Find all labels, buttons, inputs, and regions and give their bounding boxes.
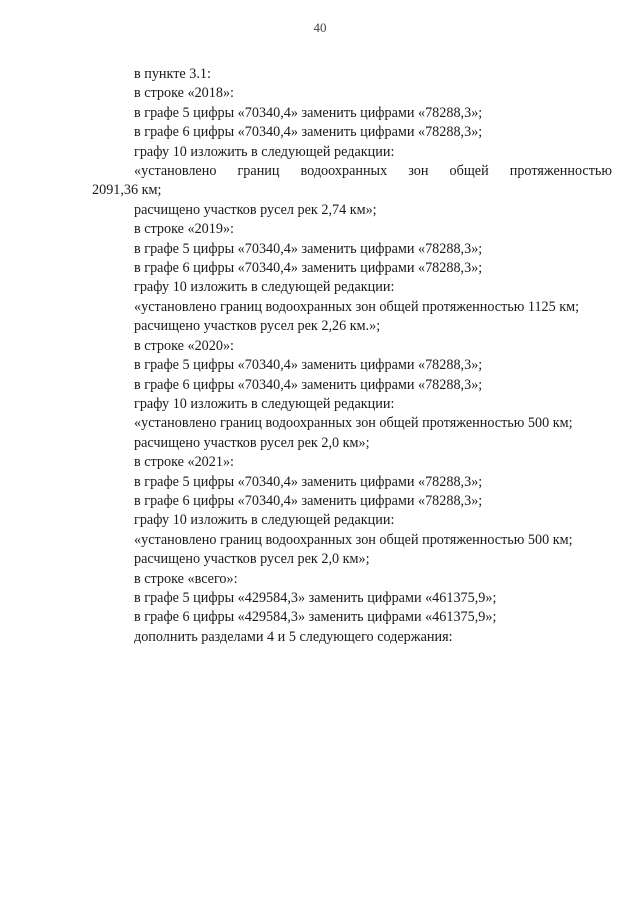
text-line: в строке «2019»: [134, 221, 234, 238]
text-line: расчищено участков русел рек 2,0 км»; [134, 434, 370, 451]
text-line: в графе 5 цифры «70340,4» заменить цифрами «78288,3»; [134, 357, 483, 374]
text-line: в графе 6 цифры «70340,4» заменить цифрами «78288,3»; [134, 376, 483, 393]
text-line: в строке «2021»: [134, 454, 234, 471]
text-line: «установлено границ водоохранных зон общей протяженностью [134, 163, 612, 180]
text-line: графу 10 изложить в следующей редакции: [134, 279, 395, 296]
text-line: в графе 6 цифры «70340,4» заменить цифрами «78288,3»; [134, 492, 483, 509]
text-line: в пункте 3.1: [134, 66, 211, 82]
text-line: в графе 5 цифры «70340,4» заменить цифрами «78288,3»; [134, 104, 483, 121]
text-line: графу 10 изложить в следующей редакции: [134, 395, 395, 412]
text-line: в графе 6 цифры «70340,4» заменить цифрами «78288,3»; [134, 260, 483, 277]
text-line: в строке «всего»: [134, 570, 238, 587]
text-line: в строке «2018»: [134, 85, 234, 102]
text-line: в графе 6 цифры «70340,4» заменить цифрами «78288,3»; [134, 124, 483, 141]
text-line: в графе 5 цифры «429584,3» заменить цифрами «461375,9»; [134, 589, 497, 606]
text-line: дополнить разделами 4 и 5 следующего содержания: [134, 628, 453, 645]
text-line: в графе 6 цифры «429584,3» заменить цифрами «461375,9»; [134, 609, 497, 626]
text-line: расчищено участков русел рек 2,74 км»; [134, 201, 377, 218]
page-number: 40 [313, 20, 327, 35]
text-line: графу 10 изложить в следующей редакции: [134, 512, 395, 529]
text-line: в графе 5 цифры «70340,4» заменить цифрами «78288,3»; [134, 473, 483, 490]
document-body [92, 65, 612, 647]
text-line: «установлено границ водоохранных зон общей протяженностью 1125 км; [134, 298, 580, 315]
text-line: расчищено участков русел рек 2,0 км»; [134, 551, 370, 568]
text-line: графу 10 изложить в следующей редакции: [134, 143, 395, 160]
text-line: расчищено участков русел рек 2,26 км.»; [134, 318, 381, 335]
text-line: «установлено границ водоохранных зон общей протяженностью 500 км; [134, 415, 573, 432]
text-line: 2091,36 км; [92, 182, 162, 199]
text-line: «установлено границ водоохранных зон общей протяженностью 500 км; [134, 531, 573, 548]
text-line: в строке «2020»: [134, 337, 234, 354]
text-line: в графе 5 цифры «70340,4» заменить цифрами «78288,3»; [134, 240, 483, 257]
